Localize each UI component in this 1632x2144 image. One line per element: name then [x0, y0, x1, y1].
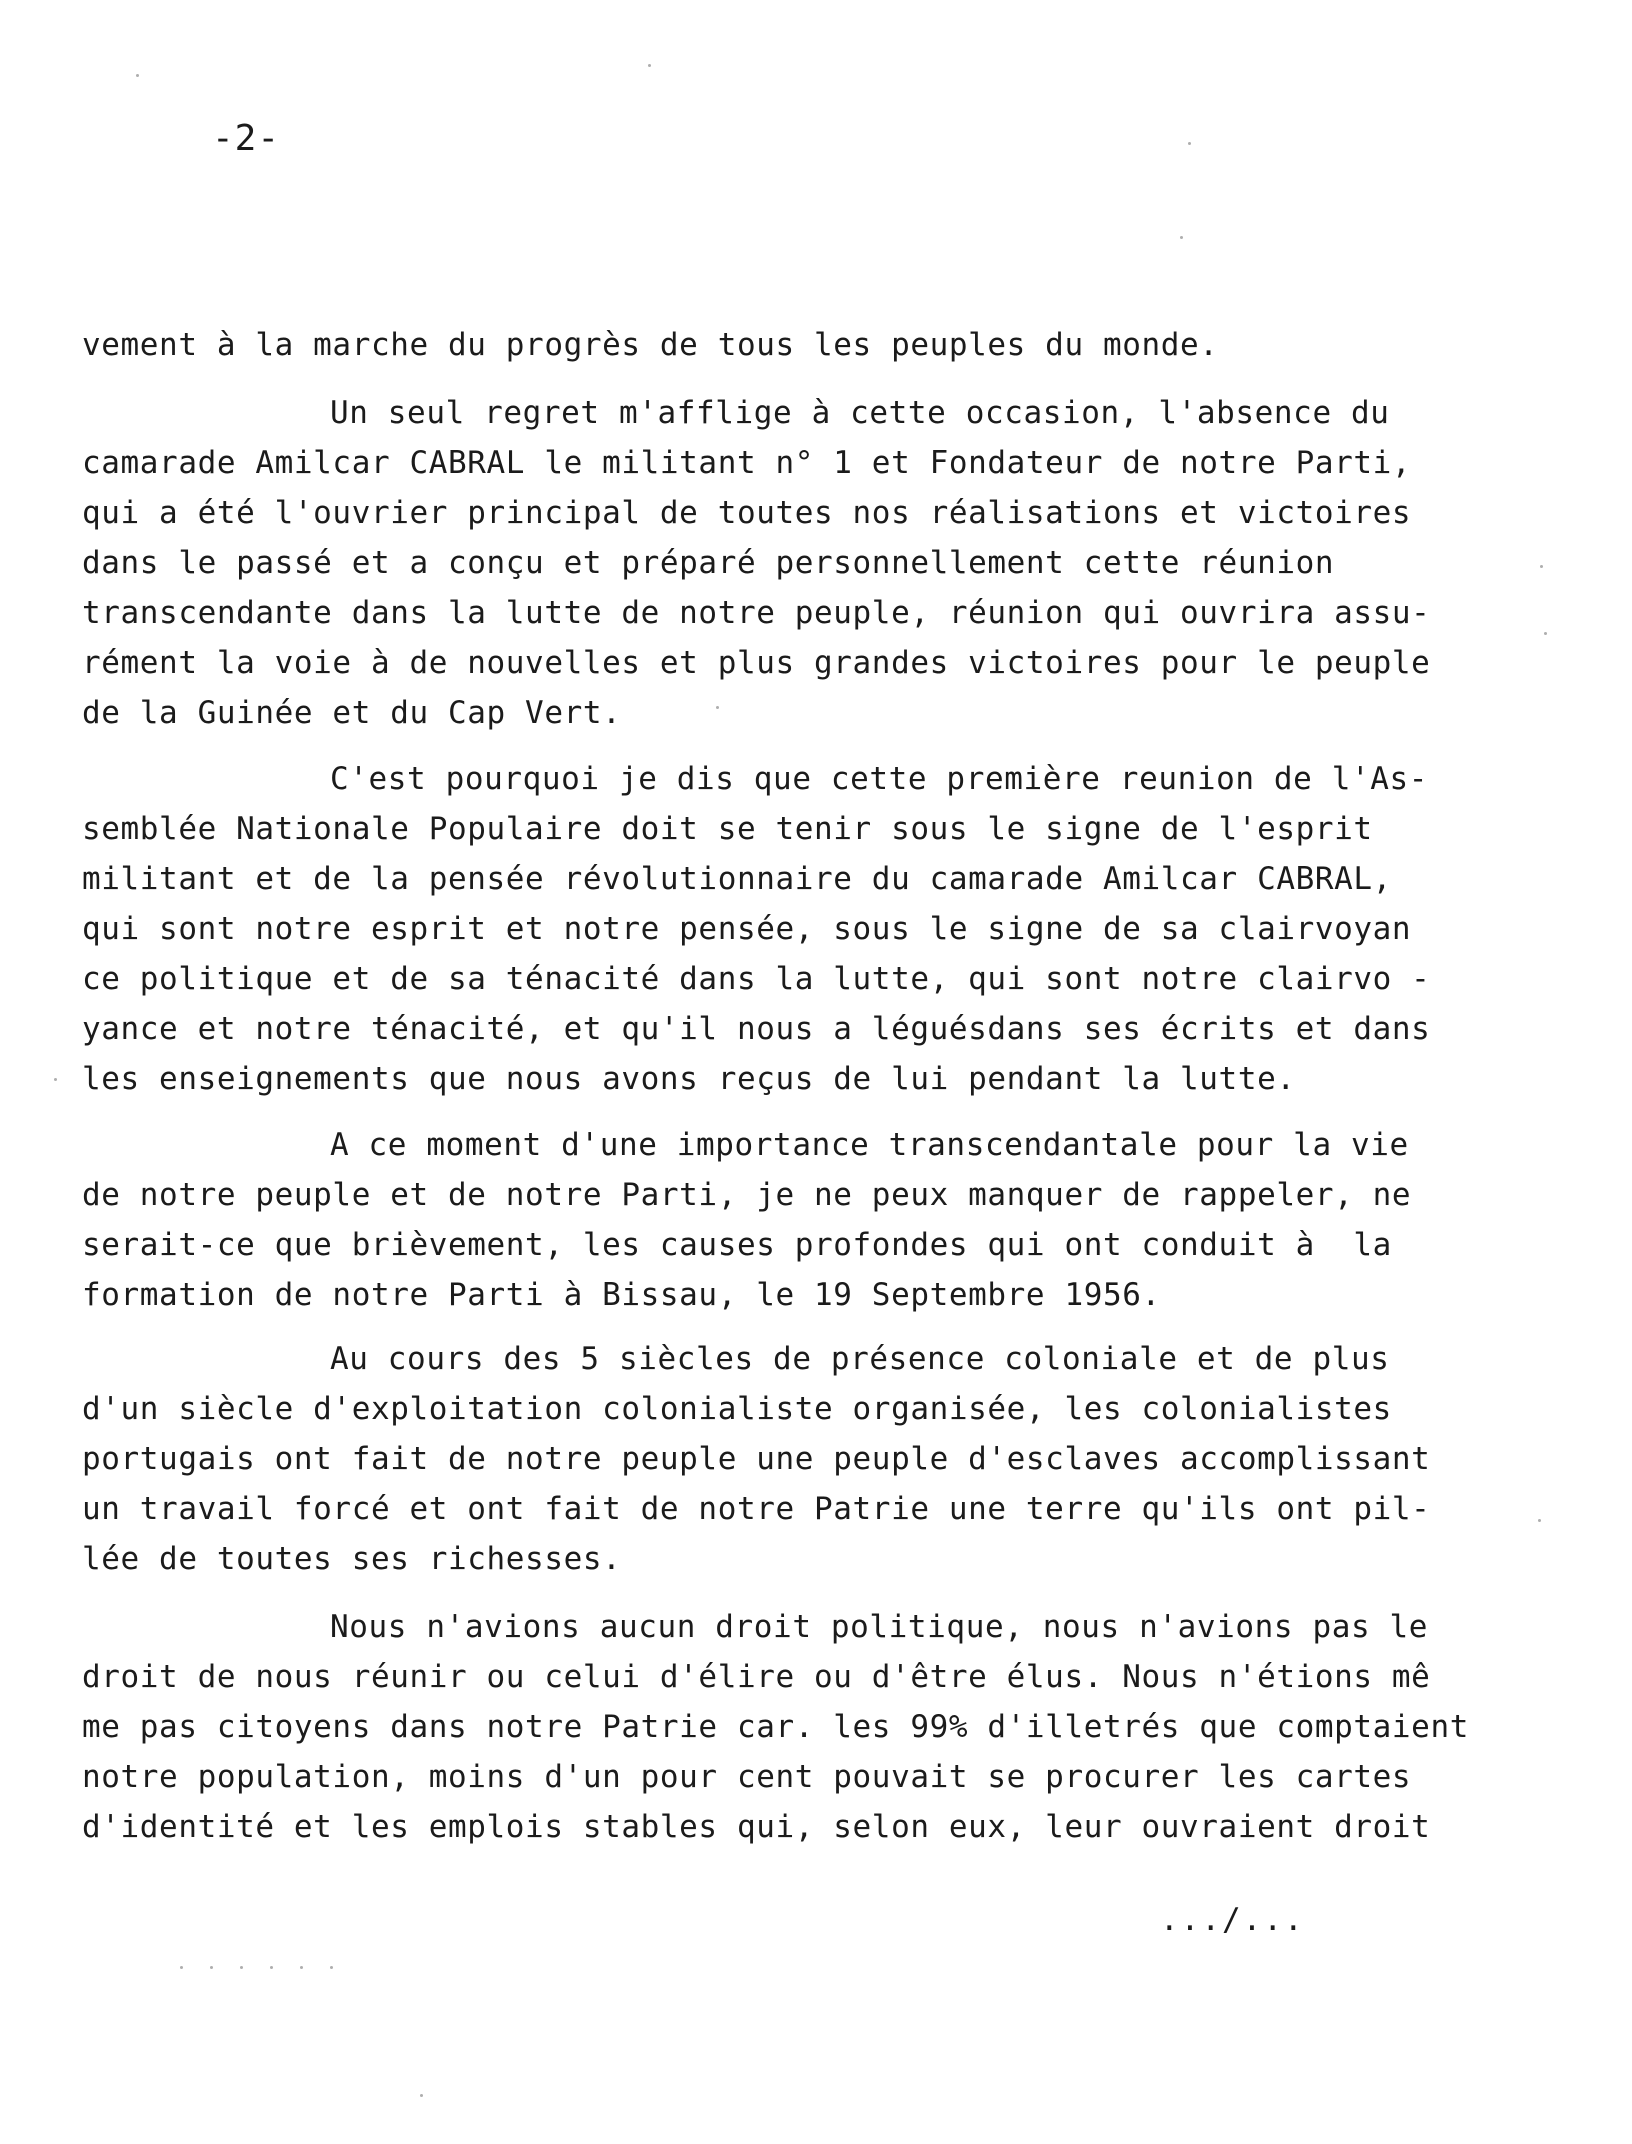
text-line: yance et notre ténacité, et qu'il nous a léguésdans ses écrits et dans: [82, 1011, 1431, 1047]
text-line: les enseignements que nous avons reçus de lui pendant la lutte.: [82, 1061, 1296, 1097]
text-line: serait-ce que brièvement, les causes profondes qui ont conduit à la: [82, 1227, 1392, 1263]
text-line: portugais ont fait de notre peuple une peuple d'esclaves accomplissant: [82, 1441, 1431, 1477]
scan-speck: [1540, 565, 1543, 568]
text-line: de la Guinée et du Cap Vert.: [82, 695, 622, 731]
scan-speck: [210, 1966, 213, 1969]
text-line: d'identité et les emplois stables qui, selon eux, leur ouvraient droit: [82, 1809, 1431, 1845]
page-number: -2-: [212, 118, 281, 159]
text-line: A ce moment d'une importance transcendantale pour la vie: [330, 1127, 1409, 1163]
text-line: de notre peuple et de notre Parti, je ne peux manquer de rappeler, ne: [82, 1177, 1412, 1213]
scan-speck: [136, 74, 139, 77]
text-line: formation de notre Parti à Bissau, le 19 Septembre 1956.: [82, 1277, 1161, 1313]
text-line: Au cours des 5 siècles de présence coloniale et de plus: [330, 1341, 1390, 1377]
scan-speck: [1538, 1519, 1541, 1522]
scan-speck: [330, 1966, 333, 1969]
text-line: rément la voie à de nouvelles et plus grandes victoires pour le peuple: [82, 645, 1431, 681]
scan-speck: [300, 1966, 303, 1969]
scan-speck: [1544, 632, 1547, 635]
text-line: semblée Nationale Populaire doit se tenir sous le signe de l'esprit: [82, 811, 1373, 847]
text-line: un travail forcé et ont fait de notre Patrie une terre qu'ils ont pil-: [82, 1491, 1431, 1527]
text-line: me pas citoyens dans notre Patrie car. les 99% d'illetrés que comptaient: [82, 1709, 1469, 1745]
text-line: camarade Amilcar CABRAL le militant n° 1 et Fondateur de notre Parti,: [82, 445, 1412, 481]
text-line: transcendante dans la lutte de notre peuple, réunion qui ouvrira assu-: [82, 595, 1431, 631]
text-line: lée de toutes ses richesses.: [82, 1541, 622, 1577]
text-line: Un seul regret m'afflige à cette occasion, l'absence du: [330, 395, 1390, 431]
scan-speck: [270, 1966, 273, 1969]
text-line: droit de nous réunir ou celui d'élire ou d'être élus. Nous n'étions mê: [82, 1659, 1431, 1695]
text-line: vement à la marche du progrès de tous les peuples du monde.: [82, 327, 1219, 363]
scan-speck: [420, 2094, 423, 2097]
scan-speck: [240, 1966, 243, 1969]
text-line: d'un siècle d'exploitation colonialiste organisée, les colonialistes: [82, 1391, 1392, 1427]
text-line: qui sont notre esprit et notre pensée, sous le signe de sa clairvoyan: [82, 911, 1412, 947]
text-line: Nous n'avions aucun droit politique, nous n'avions pas le: [330, 1609, 1429, 1645]
scan-speck: [54, 1078, 57, 1081]
scan-speck: [1180, 236, 1183, 239]
scan-speck: [180, 1966, 183, 1969]
text-line: C'est pourquoi je dis que cette première reunion de l'As-: [330, 761, 1429, 797]
text-line: ce politique et de sa ténacité dans la lutte, qui sont notre clairvo -: [82, 961, 1431, 997]
scan-speck: [716, 706, 719, 709]
text-line: dans le passé et a conçu et préparé personnellement cette réunion: [82, 545, 1335, 581]
text-line: qui a été l'ouvrier principal de toutes nos réalisations et victoires: [82, 495, 1412, 531]
continuation-mark: .../...: [1160, 1902, 1305, 1938]
text-line: notre population, moins d'un pour cent pouvait se procurer les cartes: [82, 1759, 1412, 1795]
scan-speck: [648, 64, 651, 67]
scan-speck: [1188, 142, 1191, 145]
text-line: militant et de la pensée révolutionnaire du camarade Amilcar CABRAL,: [82, 861, 1392, 897]
